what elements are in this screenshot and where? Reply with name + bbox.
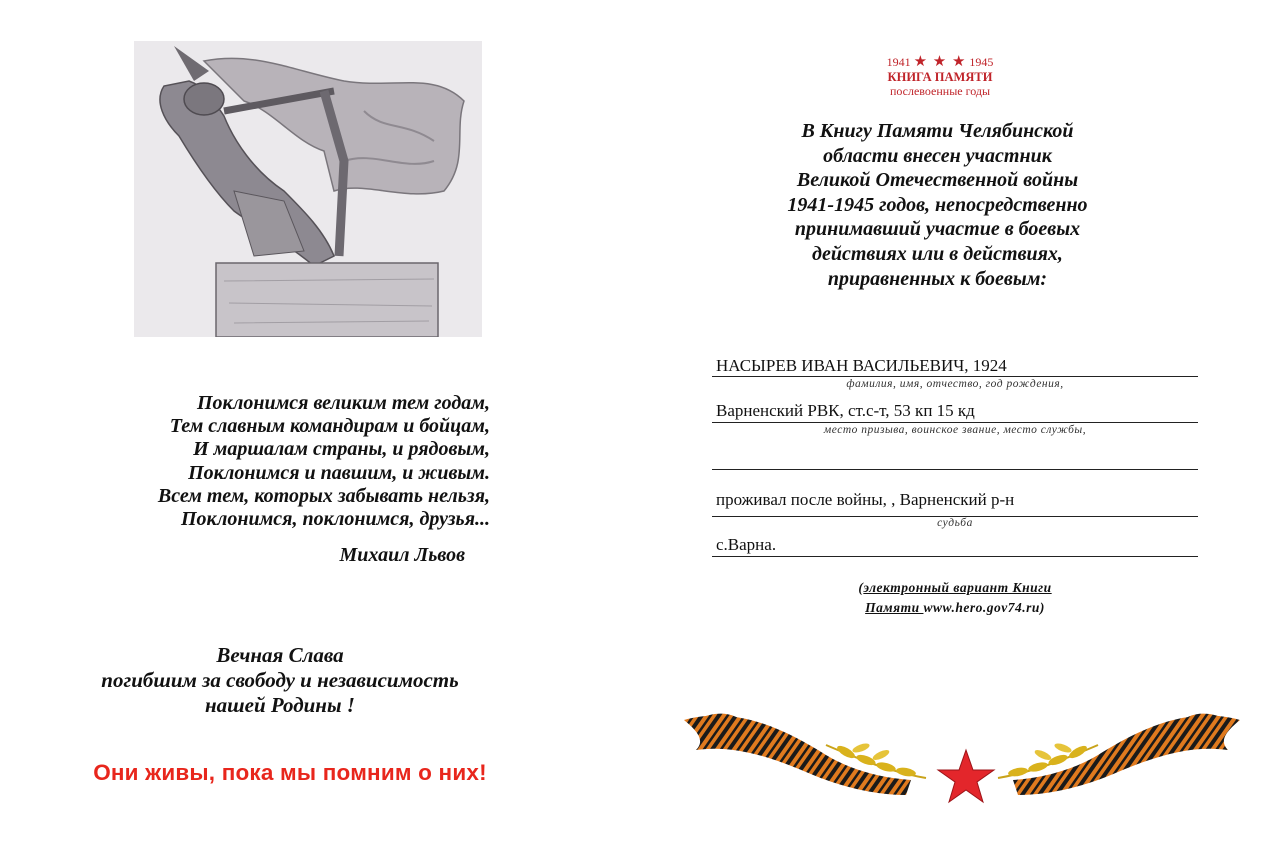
poem-line: Поклонимся, поклонимся, друзья... <box>180 508 490 531</box>
monument-image <box>134 41 482 337</box>
they-are-alive-slogan: Они живы, пока мы помним о них! <box>93 760 487 785</box>
service-value: Варненский РВК, ст.с-т, 53 кп 15 кд <box>716 401 975 420</box>
intro-line: приравненных к боевым: <box>827 267 1048 290</box>
name-field-line <box>712 356 1198 377</box>
book-title: КНИГА ПАМЯТИ <box>887 70 993 84</box>
poem-author: Михаил Львов <box>339 544 465 566</box>
residence-field-line <box>712 490 1198 517</box>
year-end: 1945 <box>969 55 994 69</box>
intro-line: Великой Отечественной войны <box>796 169 1079 192</box>
poem-line: Поклонимся великим тем годам, <box>197 392 490 414</box>
glory-line: погибшим за свободу и независимость <box>101 668 459 692</box>
stars-icon: ★ ★ ★ <box>913 54 967 70</box>
poem-line: И маршалам страны, и рядовым, <box>193 438 490 461</box>
fate-caption: судьба <box>937 517 973 529</box>
site-url[interactable]: www.hero.gov74.ru) <box>923 600 1045 615</box>
eternal-glory-text <box>30 643 530 718</box>
link-text-part1[interactable]: электронный вариант Книги <box>863 580 1052 595</box>
intro-line: принимавший участие в боевых <box>794 218 1081 241</box>
intro-text <box>700 119 1175 291</box>
service-caption: место призыва, воинское звание, место службы, <box>823 424 1087 436</box>
poem-line: Тем славным командирам и бойцам, <box>169 415 490 438</box>
st-george-ribbon-with-red-star-icon <box>676 700 1248 820</box>
electronic-version-note <box>790 578 1120 618</box>
glory-line: нашей Родины ! <box>205 693 355 717</box>
poem-line: Поклонимся и павшим, и живым. <box>188 461 490 484</box>
name-caption: фамилия, имя, отчество, год рождения, <box>846 378 1064 390</box>
poem <box>60 392 490 531</box>
year-start: 1941 <box>886 55 911 69</box>
poem-line: Всем тем, которых забывать нельзя, <box>157 484 490 507</box>
book-subtitle: послевоенные годы <box>889 84 991 98</box>
intro-line: В Книгу Памяти Челябинской <box>801 120 1074 142</box>
name-value: НАСЫРЕВ ИВАН ВАСИЛЬЕВИЧ, 1924 <box>716 356 1007 375</box>
village-value: с.Варна. <box>716 535 777 554</box>
glory-line: Вечная Слава <box>216 643 344 667</box>
village-field-line <box>712 535 1198 557</box>
years-line <box>830 54 1050 70</box>
memory-book-header <box>830 54 1050 98</box>
link-text-part2[interactable]: Памяти <box>865 600 924 615</box>
paren-open: ( <box>858 580 864 595</box>
residence-value: проживал после войны, , Варненский р-н <box>716 490 1015 509</box>
intro-line: 1941-1945 годов, непосредственно <box>787 193 1088 216</box>
intro-line: области внесен участник <box>823 144 1052 167</box>
intro-line: действиях или в действиях, <box>812 242 1063 265</box>
service-field-line <box>712 401 1198 423</box>
extra-field-line <box>712 450 1198 470</box>
